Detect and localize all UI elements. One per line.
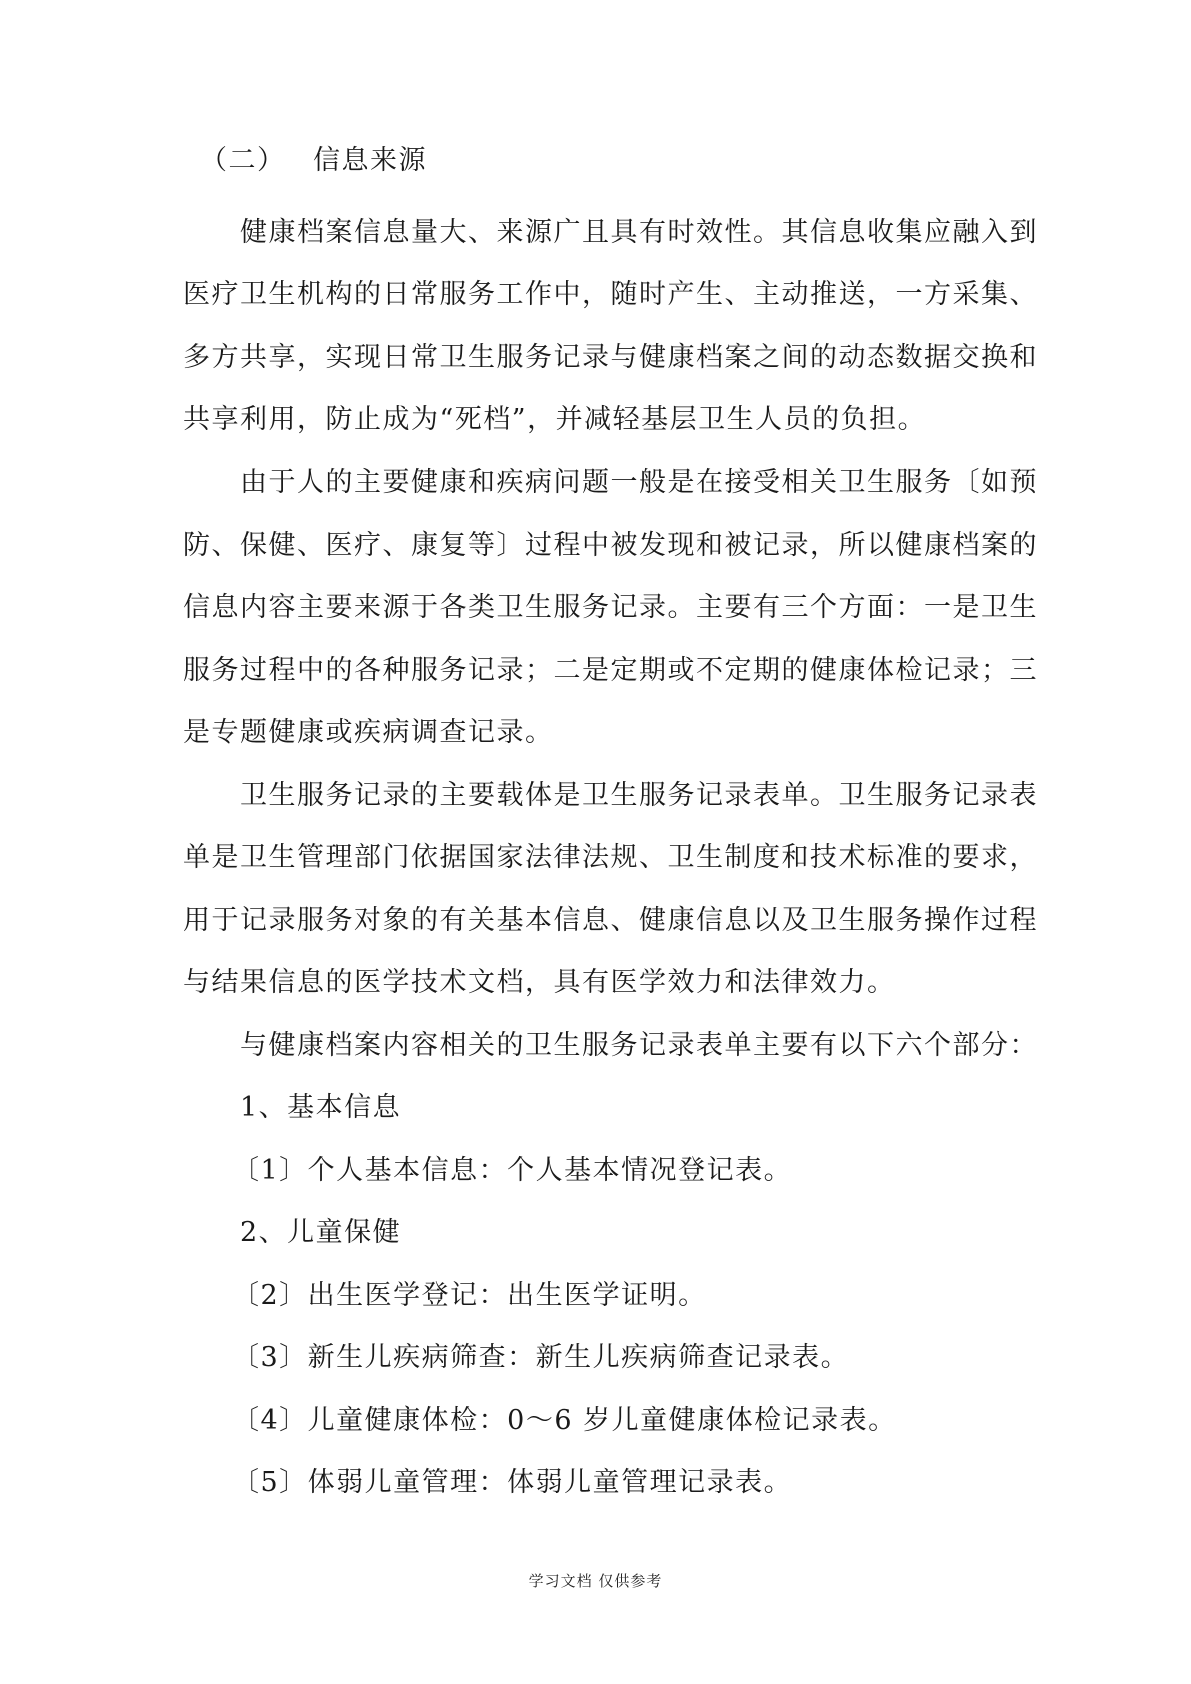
- paragraph-3-line-4: 与结果信息的医学技术文档，具有医学效力和法律效力。: [183, 967, 896, 998]
- paragraph-2-line-2: 防、保健、医疗、康复等〕过程中被发现和被记录，所以健康档案的: [183, 530, 1038, 561]
- page-footer: 学习文档 仅供参考: [528, 1572, 663, 1590]
- list-item-2: 〔2〕出生医学登记：出生医学证明。: [232, 1280, 707, 1311]
- paragraph-1-line-2: 医疗卫生机构的日常服务工作中，随时产生、主动推送，一方采集、: [183, 279, 1038, 310]
- paragraph-3-line-2: 单是卫生管理部门依据国家法律法规、卫生制度和技术标准的要求，: [183, 842, 1038, 873]
- paragraph-1-line-3: 多方共享，实现日常卫生服务记录与健康档案之间的动态数据交换和: [183, 342, 1038, 373]
- paragraph-4: 与健康档案内容相关的卫生服务记录表单主要有以下六个部分：: [240, 1030, 1038, 1061]
- list-group-1-title: 1、基本信息: [240, 1092, 402, 1123]
- paragraph-1-line-1: 健康档案信息量大、来源广且具有时效性。其信息收集应融入到: [240, 217, 1038, 248]
- paragraph-2-line-3: 信息内容主要来源于各类卫生服务记录。主要有三个方面：一是卫生: [183, 592, 1038, 623]
- paragraph-2-line-1: 由于人的主要健康和疾病问题一般是在接受相关卫生服务〔如预: [240, 467, 1038, 498]
- list-item-4: 〔4〕儿童健康体检：0～6 岁儿童健康体检记录表。: [232, 1405, 897, 1436]
- paragraph-1-line-4: 共享利用，防止成为“死档”，并减轻基层卫生人员的负担。: [183, 404, 927, 435]
- paragraph-3-line-3: 用于记录服务对象的有关基本信息、健康信息以及卫生服务操作过程: [183, 905, 1038, 936]
- paragraph-2-line-5: 是专题健康或疾病调查记录。: [183, 717, 554, 748]
- list-item-3: 〔3〕新生儿疾病筛查：新生儿疾病筛查记录表。: [232, 1342, 850, 1373]
- list-group-2-title: 2、儿童保健: [240, 1217, 402, 1248]
- section-heading-title: 信息来源: [313, 145, 427, 176]
- paragraph-3-line-1: 卫生服务记录的主要载体是卫生服务记录表单。卫生服务记录表: [240, 780, 1038, 811]
- list-item-5: 〔5〕体弱儿童管理：体弱儿童管理记录表。: [232, 1467, 793, 1498]
- section-heading-number: （二）: [200, 145, 286, 176]
- list-item-1: 〔1〕个人基本信息：个人基本情况登记表。: [232, 1155, 793, 1186]
- paragraph-2-line-4: 服务过程中的各种服务记录；二是定期或不定期的健康体检记录；三: [183, 655, 1038, 686]
